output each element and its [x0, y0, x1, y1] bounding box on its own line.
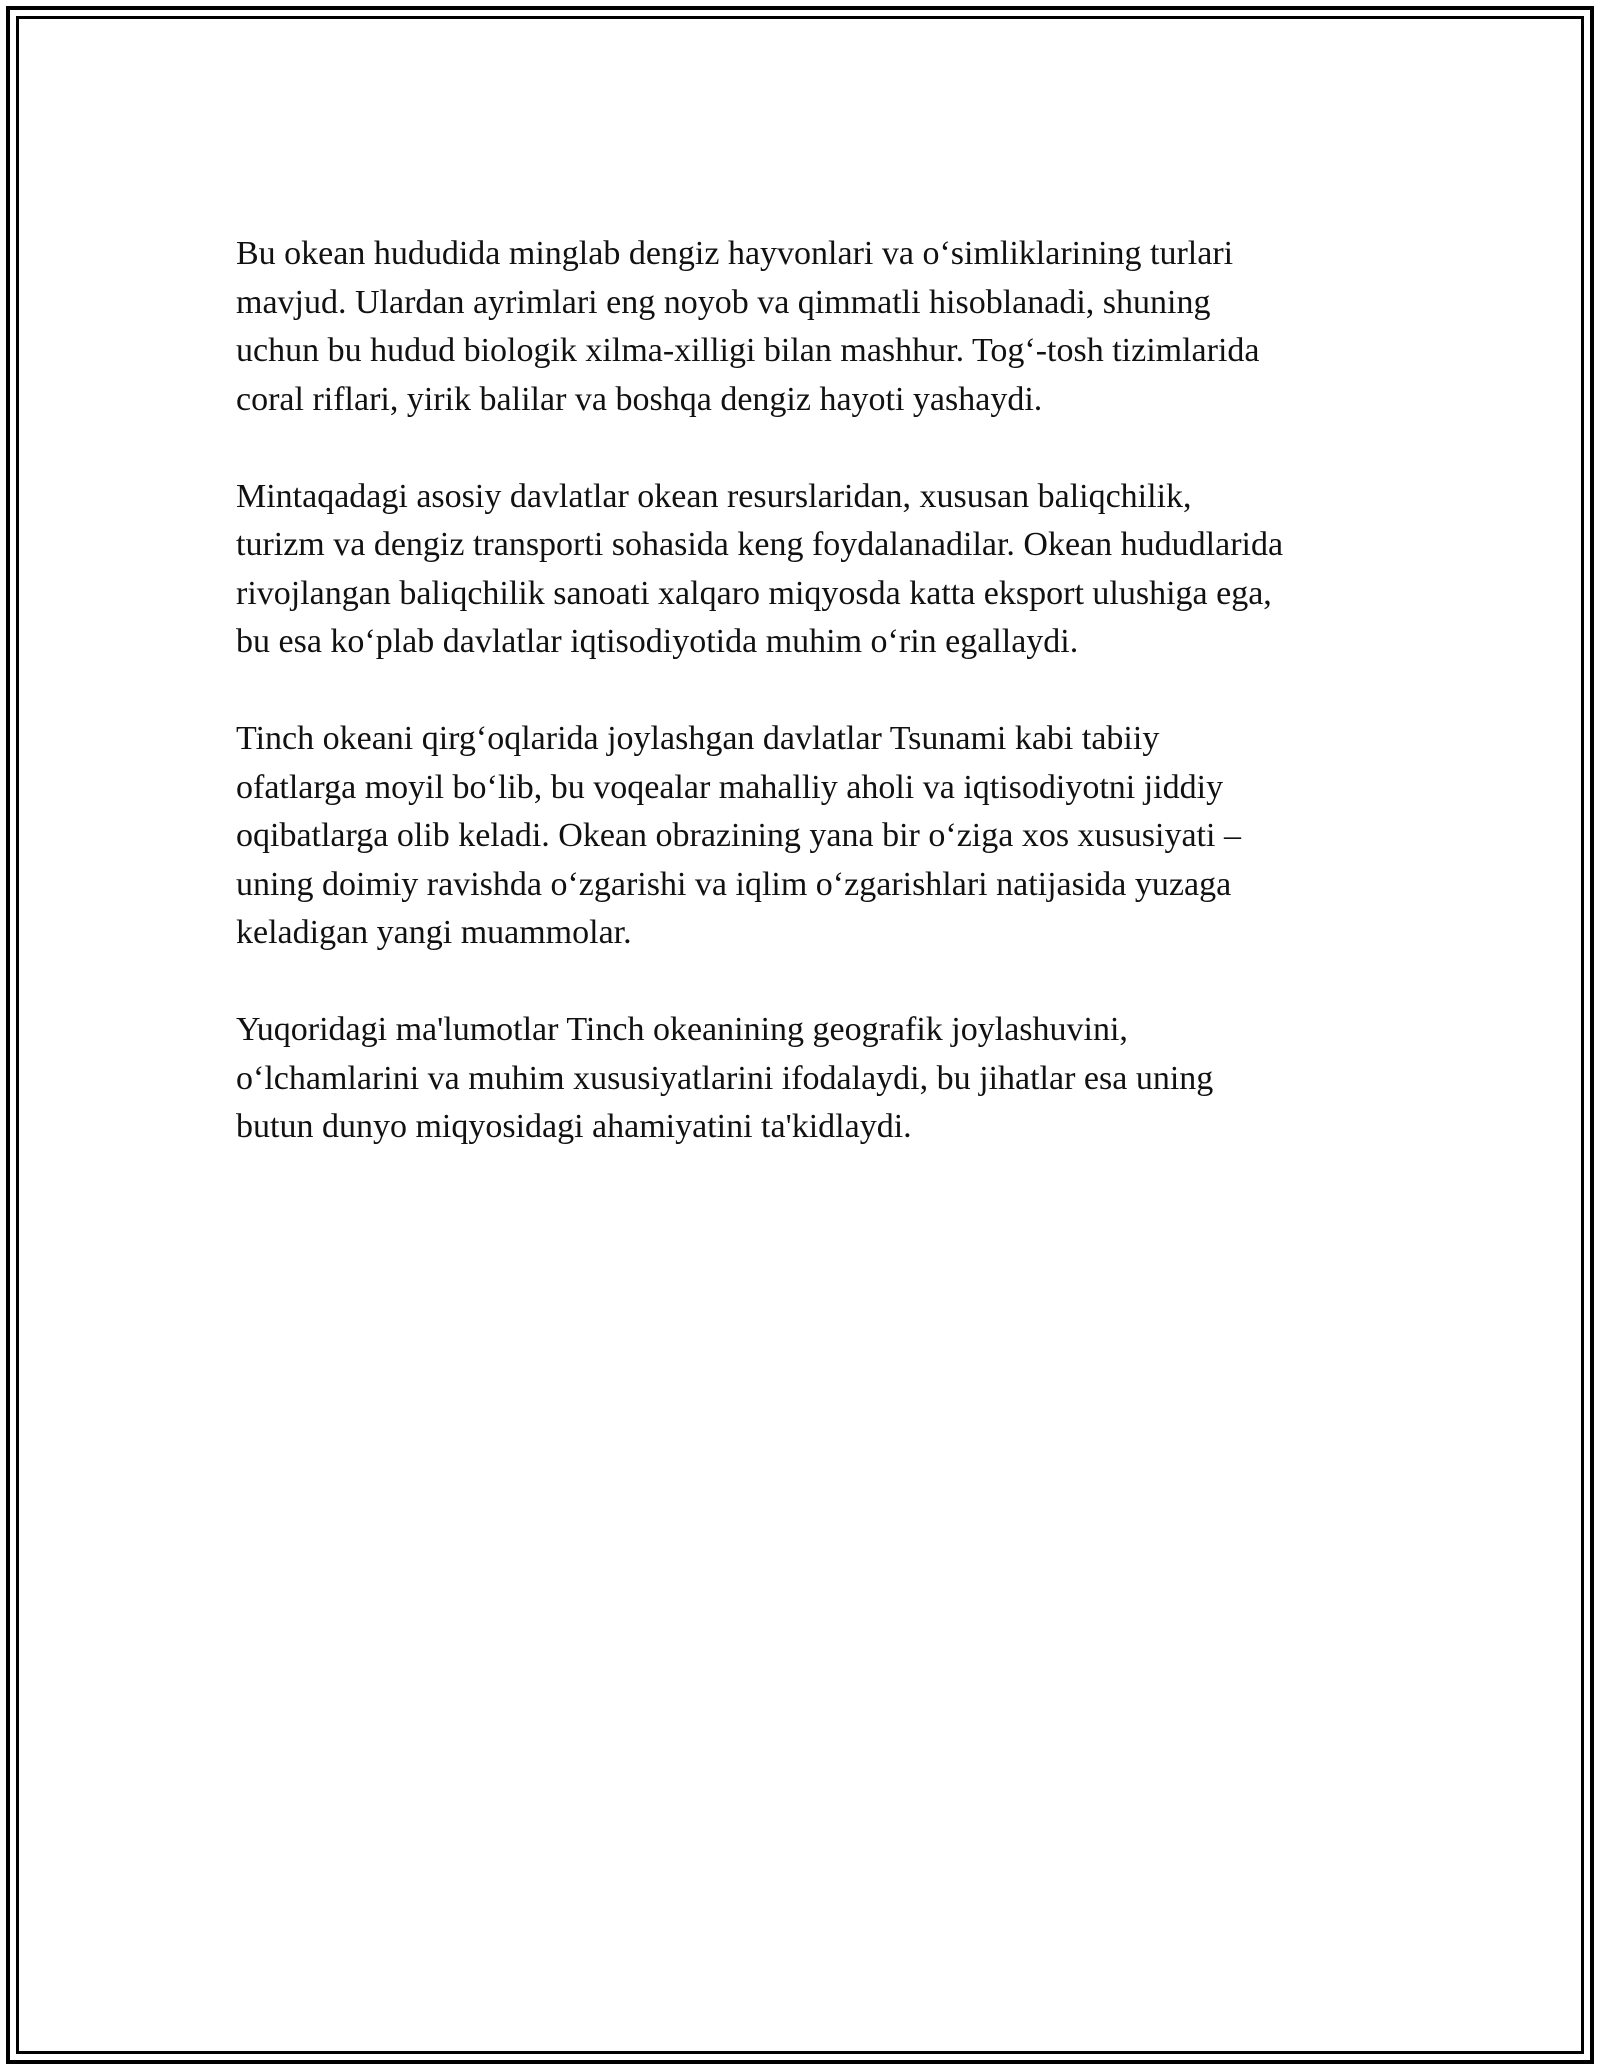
paragraph-1	[236, 230, 1376, 424]
text-line: turizm va dengiz transporti sohasida keng foydalanadilar. Okean hududlarida	[236, 526, 1284, 563]
text-line: keladigan yangi muammolar.	[236, 914, 632, 951]
text-line: butun dunyo miqyosidagi ahamiyatini ta'kidlaydi.	[236, 1108, 912, 1145]
text-line: uchun bu hudud biologik xilma-xilligi bilan mashhur. Tog‘-tosh tizimlarida	[236, 332, 1260, 369]
text-line: uning doimiy ravishda o‘zgarishi va iqlim o‘zgarishlari natijasida yuzaga	[236, 865, 1232, 903]
text-line: Bu okean hududida minglab dengiz hayvonlari va o‘simliklarining turlari	[236, 235, 1234, 272]
text-line: Mintaqadagi asosiy davlatlar okean resurslaridan, xususan baliqchilik,	[236, 477, 1192, 515]
paragraph-3	[236, 715, 1376, 958]
paragraph-2	[236, 473, 1376, 667]
text-line: coral riflari, yirik balilar va boshqa dengiz hayoti yashaydi.	[236, 380, 1043, 418]
text-line: Tinch okeani qirg‘oqlarida joylashgan davlatlar Tsunami kabi tabiiy	[236, 720, 1160, 757]
paragraph-4	[236, 1006, 1376, 1152]
text-line: bu esa ko‘plab davlatlar iqtisodiyotida muhim o‘rin egallaydi.	[236, 623, 1079, 660]
text-line: oqibatlarga olib keladi. Okean obrazining yana bir o‘ziga xos xususiyati –	[236, 817, 1241, 854]
document-body	[236, 230, 1376, 1200]
text-line: rivojlangan baliqchilik sanoati xalqaro miqyosda katta eksport ulushiga ega,	[236, 574, 1272, 612]
text-line: Yuqoridagi ma'lumotlar Tinch okeanining geografik joylashuvini,	[236, 1011, 1128, 1048]
text-line: o‘lchamlarini va muhim xususiyatlarini ifodalaydi, bu jihatlar esa uning	[236, 1059, 1214, 1097]
text-line: mavjud. Ulardan ayrimlari eng noyob va qimmatli hisoblanadi, shuning	[236, 283, 1211, 321]
text-line: ofatlarga moyil bo‘lib, bu voqealar mahalliy aholi va iqtisodiyotni jiddiy	[236, 768, 1224, 806]
